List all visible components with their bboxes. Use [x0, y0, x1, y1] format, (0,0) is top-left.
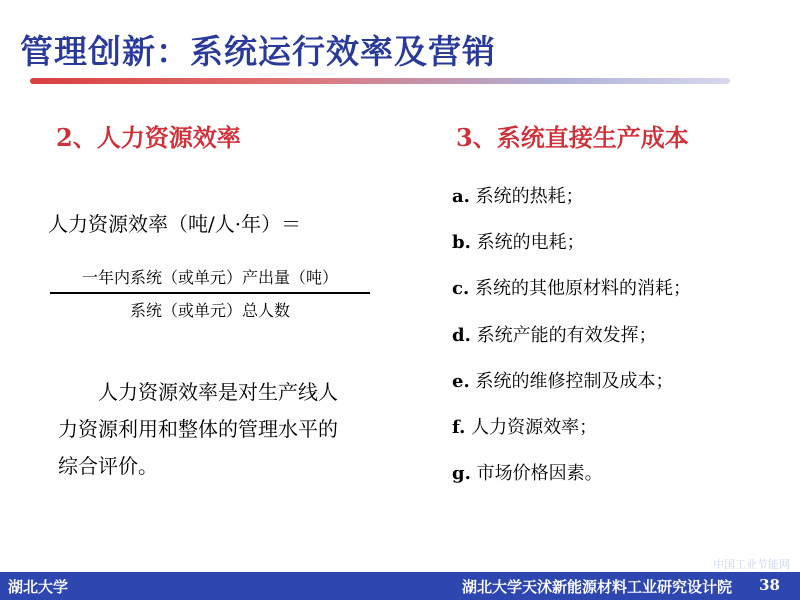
footer-university: 湖北大学 — [8, 578, 69, 596]
paragraph-line: 人力资源效率是对生产线人 — [98, 380, 338, 404]
list-marker: f. — [452, 416, 466, 438]
list-item — [452, 371, 691, 393]
list-marker: e. — [452, 370, 470, 392]
slide-title: 管理创新：系统运行效率及营销 — [20, 32, 496, 71]
list-marker: a. — [452, 186, 470, 207]
list-marker: g. — [452, 463, 471, 485]
formula-denominator: 系统（或单元）总人数 — [129, 301, 290, 320]
list-item — [452, 325, 691, 347]
formula-fraction — [50, 265, 370, 321]
list-text: 市场价格因素。 — [476, 463, 603, 485]
list-text: 系统的其他原材料的消耗； — [474, 278, 691, 300]
description-paragraph — [58, 374, 378, 485]
list-text: 人力资源效率； — [471, 416, 598, 438]
paragraph-line: 力资源利用和整体的管理水平的 — [58, 417, 338, 441]
cost-list — [452, 186, 691, 509]
list-item — [452, 186, 691, 208]
list-item — [452, 232, 691, 254]
list-item — [452, 417, 691, 439]
formula-numerator: 一年内系统（或单元）产出量（吨） — [81, 268, 338, 287]
formula-label: 人力资源效率（吨/人·年）＝ — [48, 212, 302, 236]
right-section-heading: 3、系统直接生产成本 — [456, 123, 689, 152]
title-underline — [30, 78, 730, 84]
list-marker: c. — [452, 278, 470, 300]
paragraph-line: 综合评价。 — [58, 454, 158, 478]
list-text: 系统的维修控制及成本； — [475, 370, 674, 392]
footer-bar — [0, 572, 800, 600]
left-section-heading: 2、人力资源效率 — [56, 123, 241, 152]
list-text: 系统的电耗； — [476, 232, 585, 254]
list-text: 系统的热耗； — [475, 186, 584, 207]
page-number: 38 — [759, 576, 780, 594]
watermark: 中国工业节能网 — [713, 558, 790, 571]
list-text: 系统产能的有效发挥； — [476, 324, 657, 346]
list-marker: b. — [452, 232, 471, 254]
list-item — [452, 278, 691, 300]
list-item — [452, 463, 691, 485]
footer-institute: 湖北大学天沭新能源材料工业研究设计院 — [461, 578, 732, 596]
list-marker: d. — [452, 324, 471, 346]
